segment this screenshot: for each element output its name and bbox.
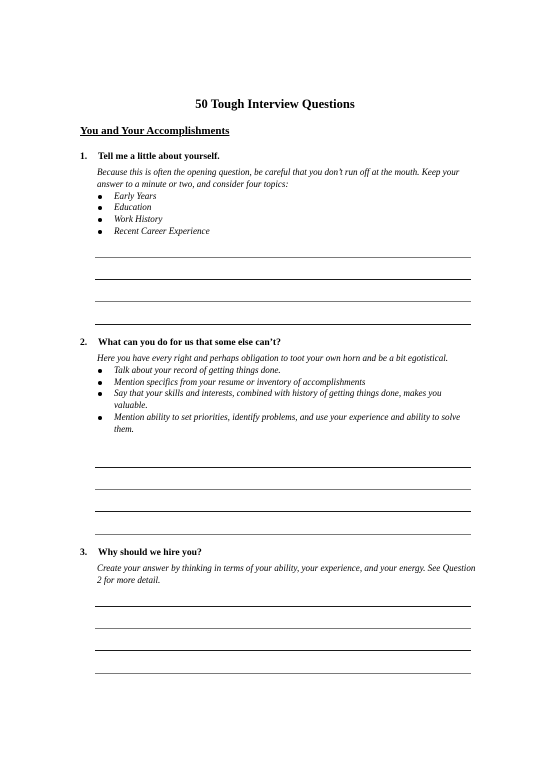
question-number: 3. <box>80 547 88 558</box>
list-item: Early Years <box>97 191 477 203</box>
page-title: 50 Tough Interview Questions <box>195 97 355 111</box>
answer-line[interactable] <box>95 606 471 607</box>
answer-line[interactable] <box>95 257 471 258</box>
question-3-body <box>97 563 477 587</box>
list-item: Education <box>97 202 477 214</box>
question-2-heading <box>80 337 281 348</box>
answer-line[interactable] <box>95 534 471 535</box>
bullet-icon <box>98 392 102 396</box>
bullet-list <box>97 191 477 238</box>
answer-line[interactable] <box>95 279 471 280</box>
answer-line[interactable] <box>95 650 471 651</box>
list-item: Work History <box>97 214 477 226</box>
answer-line[interactable] <box>95 628 471 629</box>
answer-line[interactable] <box>95 324 471 325</box>
bullet-icon <box>98 230 102 234</box>
bullet-icon <box>98 381 102 385</box>
list-item: Talk about your record of getting things done. <box>97 365 477 377</box>
bullet-list <box>97 365 477 436</box>
answer-line[interactable] <box>95 673 471 674</box>
answer-line[interactable] <box>95 489 471 490</box>
question-intro: Here you have every right and perhaps obligation to toot your own horn and be a bit egotistical. <box>97 353 449 363</box>
question-number: 1. <box>80 151 88 162</box>
question-1-heading <box>80 151 220 162</box>
bullet-icon <box>98 206 102 210</box>
bullet-icon <box>98 416 102 420</box>
list-item: Mention specifics from your resume or inventory of accomplishments <box>97 377 477 389</box>
answer-line[interactable] <box>95 511 471 512</box>
question-number: 2. <box>80 337 88 348</box>
question-intro: Create your answer by thinking in terms of your ability, your experience, and your energy. See Question 2 for more detail. <box>97 563 476 585</box>
question-text: What can you do for us that some else can’t? <box>98 337 281 348</box>
answer-line[interactable] <box>95 467 471 468</box>
answer-line[interactable] <box>95 301 471 302</box>
bullet-icon <box>98 195 102 199</box>
question-text: Tell me a little about yourself. <box>98 151 220 162</box>
question-text: Why should we hire you? <box>98 547 202 558</box>
question-2-body <box>97 353 477 436</box>
bullet-icon <box>98 369 102 373</box>
list-item: Recent Career Experience <box>97 226 477 238</box>
list-item: Mention ability to set priorities, identify problems, and use your experience and ability to solve them. <box>97 412 477 436</box>
question-1-body <box>97 167 477 238</box>
question-3-heading <box>80 547 202 558</box>
bullet-icon <box>98 218 102 222</box>
section-heading: You and Your Accomplishments <box>80 125 230 137</box>
question-intro: Because this is often the opening question, be careful that you don’t run off at the mouth. Keep your answer to a minute or two, and consider four topics: <box>97 167 460 189</box>
list-item: Say that your skills and interests, combined with history of getting things done, makes you valuable. <box>97 388 477 412</box>
